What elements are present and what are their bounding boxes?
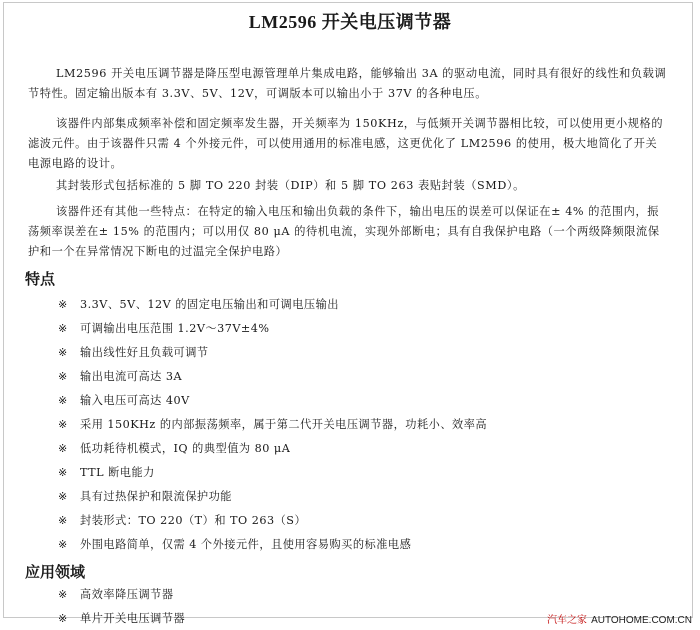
bullet-mark: ※ <box>58 298 68 311</box>
feature-item: ※ 3.3V、5V、12V 的固定电压输出和可调电压输出 <box>58 298 339 311</box>
features-heading: 特点 <box>25 270 56 288</box>
feature-item: ※ 输出电流可高达 3A <box>58 370 183 383</box>
bullet-mark: ※ <box>58 418 68 431</box>
feature-item: ※ 外围电路简单，仅需 4 个外接元件，且使用容易购买的标准电感 <box>58 538 412 551</box>
application-item: ※ 单片开关电压调节器 <box>58 612 186 625</box>
watermark-cn: 汽车之家 <box>547 615 588 626</box>
bullet-mark: ※ <box>58 370 68 383</box>
bullet-mark: ※ <box>58 538 68 551</box>
bullet-mark: ※ <box>58 394 68 407</box>
watermark-en: AUTOHOME.COM.CN <box>591 615 692 626</box>
bullet-mark: ※ <box>58 442 68 455</box>
feature-item: ※ 采用 150KHz 的内部振荡频率，属于第二代开关电压调节器，功耗小、效率高 <box>58 418 488 431</box>
bullet-mark: ※ <box>58 612 68 625</box>
feature-item: ※ 具有过热保护和限流保护功能 <box>58 490 232 503</box>
bullet-mark: ※ <box>58 322 68 335</box>
feature-item: ※ 封装形式：TO 220（T）和 TO 263（S） <box>58 514 307 527</box>
paragraph-frequency: 该器件内部集成频率补偿和固定频率发生器，开关频率为 150KHz，与低频开关调节器相比较，可以使用更小规格的滤波元件。由于该器件只需 4 个外接元件，可以使用通用的标准电感，这更优化了 LM2596 的使用，极大地简化了开关电源电路的设计。 <box>28 117 664 170</box>
feature-item: ※ TTL 断电能力 <box>58 466 155 479</box>
feature-item: ※ 输入电压可高达 40V <box>58 394 190 407</box>
application-item: ※ 高效率降压调节器 <box>58 588 174 601</box>
document-title: LM2596 开关电压调节器 <box>248 12 452 32</box>
bullet-mark: ※ <box>58 466 68 479</box>
paragraph-intro: LM2596 开关电压调节器是降压型电源管理单片集成电路，能够输出 3A 的驱动电流，同时具有很好的线性和负载调节特性。固定输出版本有 3.3V、5V、12V，可调版本可以输出小于 37V 的各种电压。 <box>28 67 667 100</box>
bullet-mark: ※ <box>58 490 68 503</box>
bullet-mark: ※ <box>58 588 68 601</box>
feature-item: ※ 可调输出电压范围 1.2V～37V±4% <box>58 322 270 335</box>
paragraph-package: 其封装形式包括标准的 5 脚 TO 220 封装（DIP）和 5 脚 TO 263 表贴封装（SMD）。 <box>56 179 525 192</box>
feature-item: ※ 输出线性好且负载可调节 <box>58 346 209 359</box>
bullet-mark: ※ <box>58 346 68 359</box>
paragraph-features-detail: 该器件还有其他一些特点：在特定的输入电压和输出负载的条件下，输出电压的误差可以保证在± 4% 的范围内，振荡频率误差在± 15% 的范围内；可以用仅 80 μA 的待机电流，实现外部断电；具有自我保护电路（一个两级降频限流保护和一个在异常情况下断电的过温完全保护电路） <box>28 205 660 258</box>
applications-heading: 应用领域 <box>25 563 86 581</box>
feature-item: ※ 低功耗待机模式，IQ 的典型值为 80 μA <box>58 442 291 455</box>
bullet-mark: ※ <box>58 514 68 527</box>
site-watermark <box>547 611 692 626</box>
